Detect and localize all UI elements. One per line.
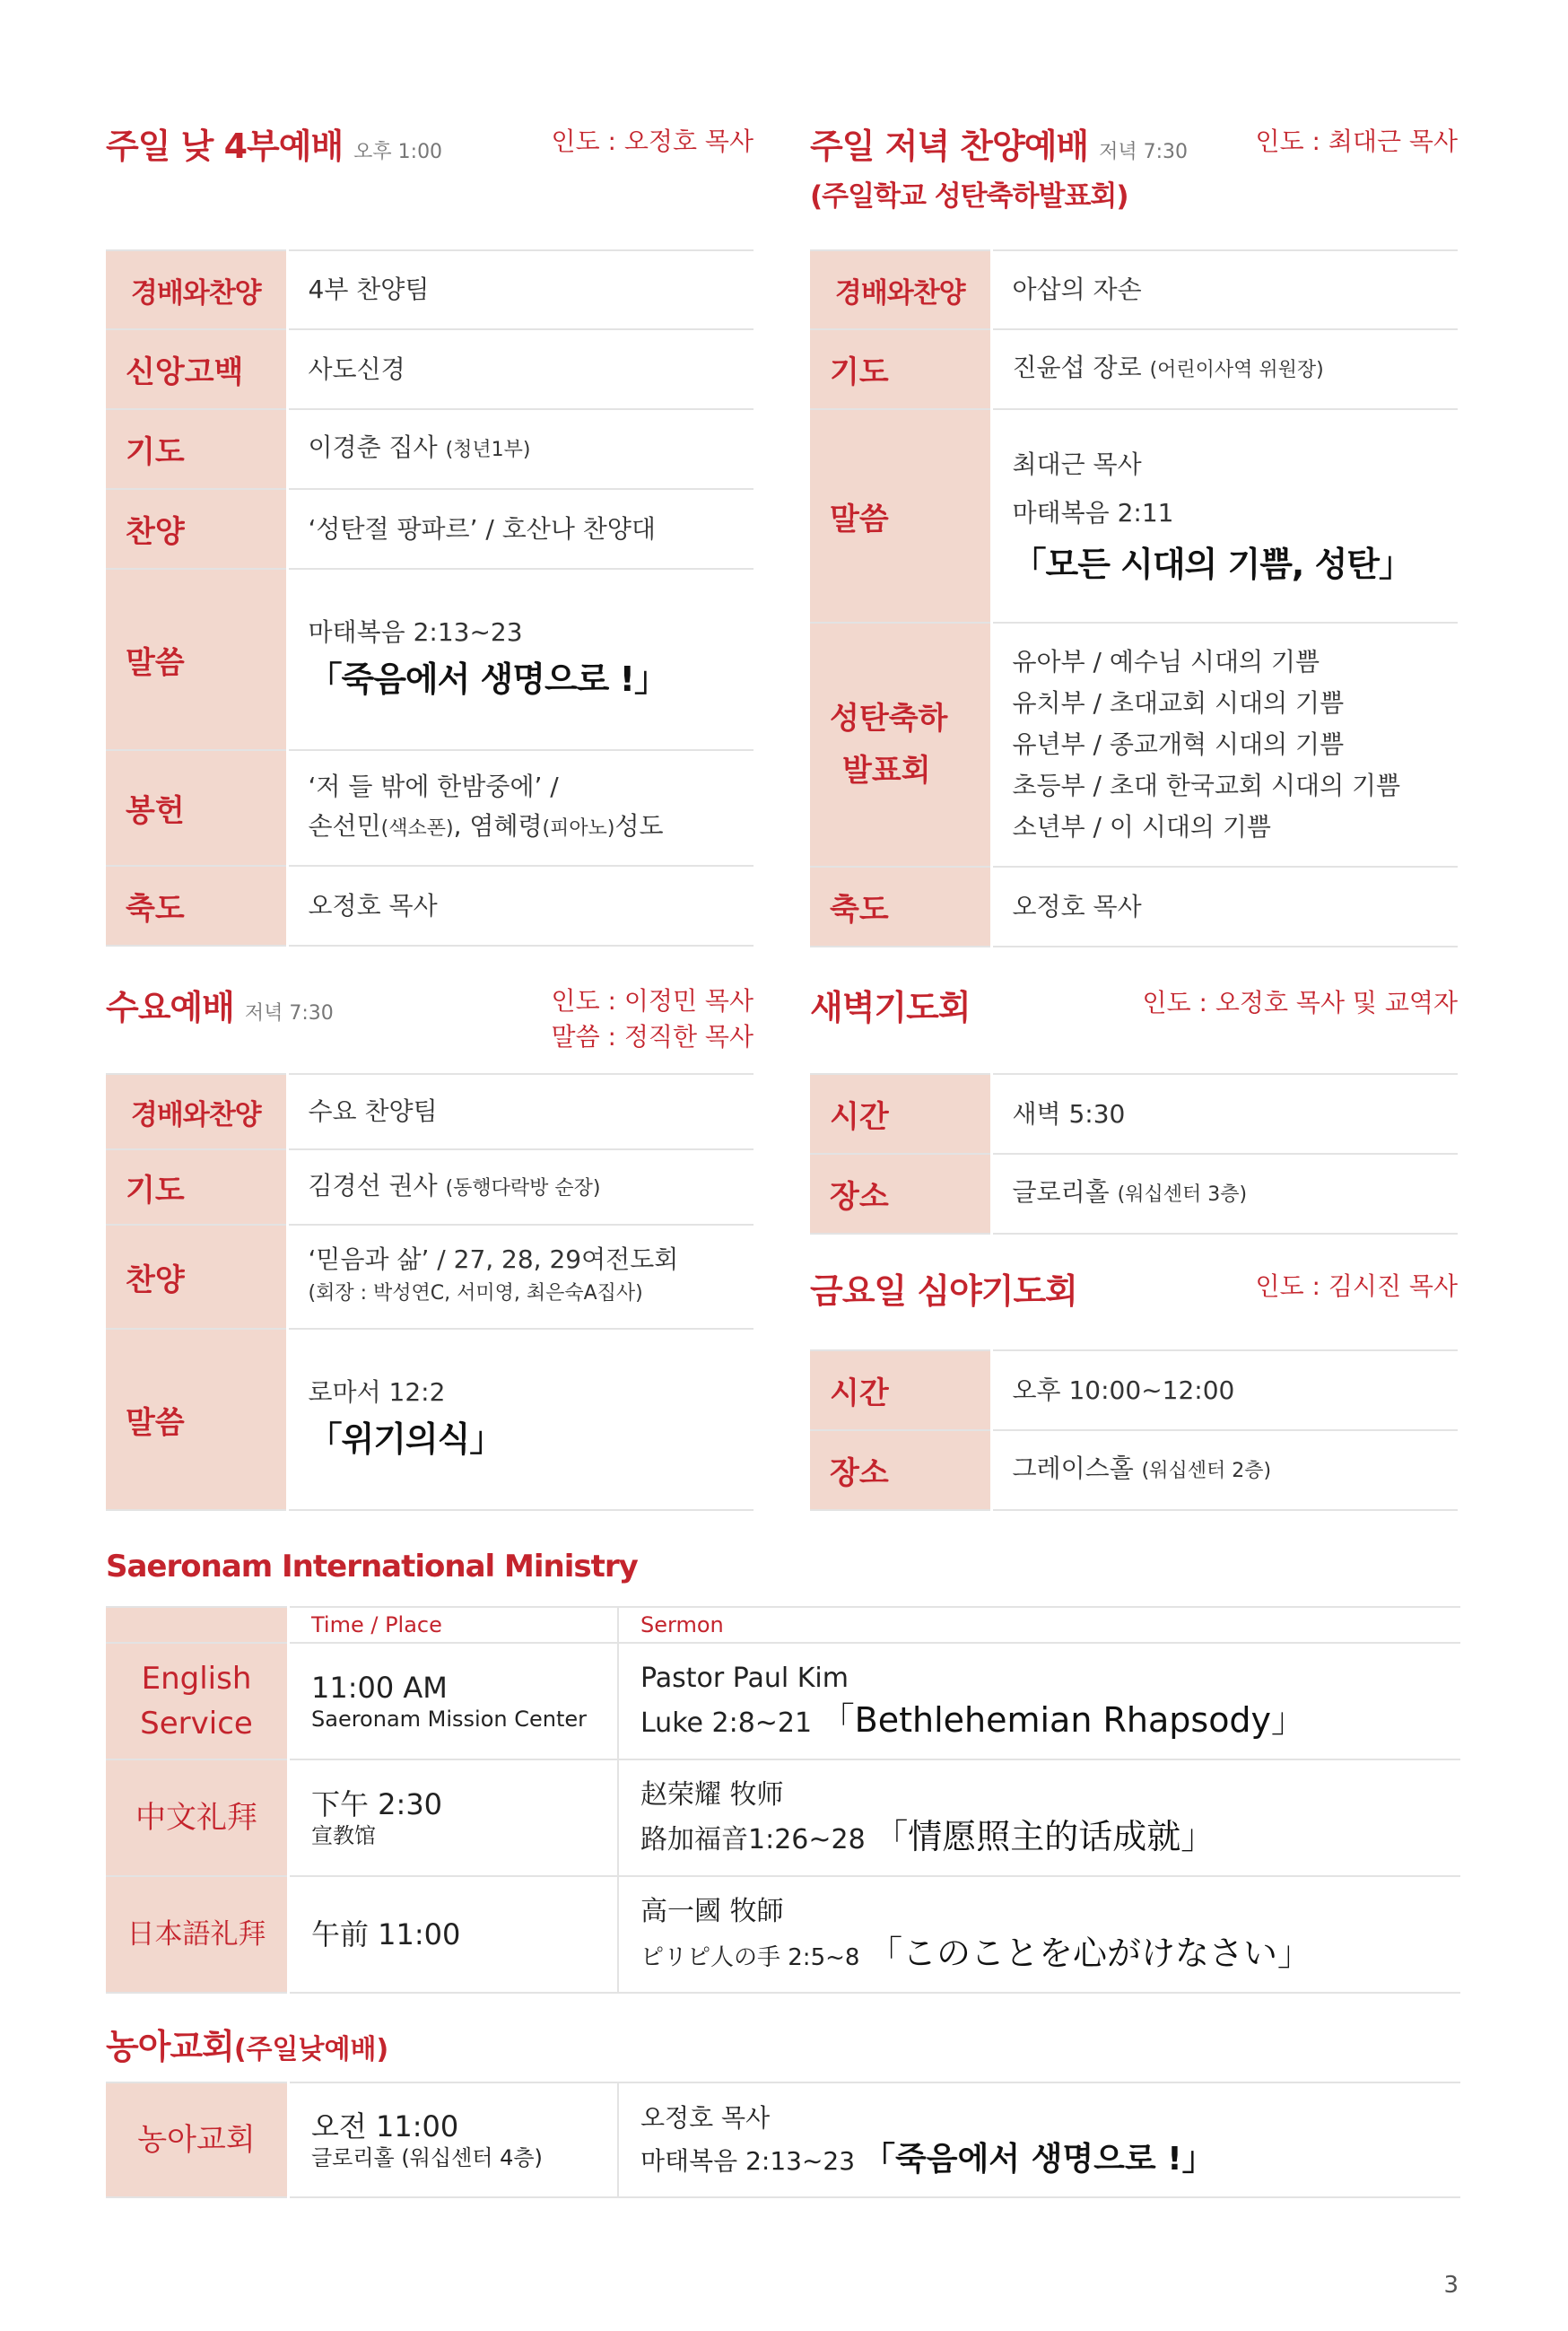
list-item: 유아부 / 예수님 시대의 기쁨 (1012, 647, 1320, 677)
scripture: 마태복음 2:13∼23 (308, 617, 523, 647)
list-item: 초등부 / 초대 한국교회 시대의 기쁨 (1012, 771, 1401, 800)
section-header (106, 980, 754, 1073)
header-sermon: Sermon (618, 1607, 1460, 1643)
list-item: 소년부 / 이 시대의 기쁨 (1012, 812, 1271, 842)
table-row (810, 623, 1458, 867)
table-row (810, 250, 1458, 329)
leader-text: 인도 : 김시진 목사 (1255, 1271, 1458, 1301)
row-label: 기도 (106, 1149, 287, 1225)
schedule-table (106, 249, 754, 947)
row-label: 장소 (810, 1430, 991, 1510)
row-label: 말씀 (106, 569, 287, 750)
row-note: (동행다락방 순장) (445, 1176, 601, 1200)
header-time-place: Time / Place (289, 1607, 619, 1643)
section-subtitle: (주일학교 성탄축하발표회) (810, 180, 1128, 213)
row-value: 수요 찬양팀 (287, 1074, 754, 1149)
row-value: 오후 10:00∼12:00 (991, 1350, 1458, 1430)
deaf-table (106, 2082, 1460, 2198)
row-label: 경배와찬양 (810, 250, 991, 329)
sermon-title: 「情愿照主的话成就」 (874, 1817, 1215, 1856)
table-row (106, 329, 754, 409)
row-value: 오정호 목사 (991, 867, 1458, 947)
row-value: 글로리홀 (워십센터 3층) (991, 1154, 1458, 1234)
scripture: 마태복음 2:11 (1012, 498, 1174, 528)
list-item: 유년부 / 종교개혁 시대의 기쁨 (1012, 729, 1345, 759)
row-value (991, 623, 1458, 867)
preacher: 최대근 목사 (1012, 450, 1142, 479)
row-value (991, 409, 1458, 623)
row-value (287, 1329, 754, 1510)
leader-text: 인도 : 오정호 목사 (551, 127, 754, 156)
row-note: (워십센터 2층) (1141, 1460, 1272, 1482)
table-row (810, 1074, 1458, 1154)
row-label: 찬양 (106, 489, 287, 569)
row-value: ‘믿음과 삶’ / 27, 28, 29여전도회 (회장 : 박성연C, 서미영, 최은숙A집사) (287, 1225, 754, 1329)
service-label: 농아교회 (106, 2082, 289, 2197)
sermon-info: 赵荣耀 牧师 路加福音1:26~28 「情愿照主的话成就」 (618, 1759, 1460, 1876)
row-label: 경배와찬양 (106, 250, 287, 329)
schedule-table (810, 1349, 1458, 1511)
table-row (106, 1329, 754, 1510)
international-table (106, 1606, 1460, 1994)
service-time: 저녁 7:30 (1099, 141, 1189, 163)
leader-text: 인도 : 오정호 목사 및 교역자 (1142, 988, 1458, 1017)
table-row (106, 409, 754, 489)
list-item: 유치부 / 초대교회 시대의 기쁨 (1012, 688, 1345, 718)
service-label: 中文礼拜 (106, 1759, 289, 1876)
row-value: 이경춘 집사 (청년1부) (287, 409, 754, 489)
row-label: 경배와찬양 (106, 1074, 287, 1149)
row-label: 찬양 (106, 1225, 287, 1329)
row-value (287, 750, 754, 866)
sunday-evening-service (810, 118, 1458, 947)
row-value: 진윤섭 장로 (어린이사역 위원장) (991, 329, 1458, 409)
table-row (106, 1074, 754, 1149)
service-label: 日本語礼拜 (106, 1876, 289, 1993)
table-row (106, 750, 754, 866)
time-place: 오전 11:00 글로리홀 (워십센터 4층) (289, 2082, 619, 2197)
section-header (810, 980, 1458, 1073)
section-title-suffix: (주일낮예배) (233, 2034, 389, 2065)
row-label: 축도 (106, 866, 287, 946)
service-label: English Service (106, 1643, 289, 1759)
row-label: 신앙고백 (106, 329, 287, 409)
table-row (810, 1350, 1458, 1430)
section-header (106, 2019, 1460, 2082)
row-label: 시간 (810, 1350, 991, 1430)
section-title: 농아교회 (106, 2027, 234, 2066)
table-row (810, 1154, 1458, 1234)
row-label: 시간 (810, 1074, 991, 1154)
row-label: 말씀 (810, 409, 991, 623)
section-title: 수요예배 저녁 7:30 (106, 988, 334, 1027)
row-value: 그레이스홀 (워십센터 2층) (991, 1430, 1458, 1510)
row-value: 4부 찬양팀 (287, 250, 754, 329)
sermon-title: 「このことを心がけなさい」 (867, 1933, 1311, 1973)
row-label: 성탄축하 발표회 (810, 623, 991, 867)
row-note: (청년1부) (445, 439, 531, 461)
dawn-prayer (810, 980, 1458, 1235)
table-row (106, 569, 754, 750)
offering-performers: 손선민(색소폰), 염혜령(피아노)성도 (308, 811, 664, 841)
time-place: 11:00 AM Saeronam Mission Center (289, 1643, 619, 1759)
sunday-4th-service (106, 118, 754, 947)
section-header (106, 118, 754, 249)
sermon-title: 「Bethlehemian Rhapsody」 (820, 1700, 1306, 1740)
row-value: 아삽의 자손 (991, 250, 1458, 329)
friday-prayer (810, 1263, 1458, 1511)
time-place: 下午 2:30 宣教馆 (289, 1759, 619, 1876)
table-row (106, 1759, 1460, 1876)
row-value: ‘성탄절 팡파르’ / 호산나 찬양대 (287, 489, 754, 569)
sermon-title: 「죽음에서 생명으로 !」 (862, 2141, 1215, 2178)
row-label: 말씀 (106, 1329, 287, 1510)
section-header (810, 118, 1458, 249)
offering-song: ‘저 들 밖에 한밤중에’ / (308, 772, 559, 801)
sermon-info: 高一國 牧師 ピリピ人の手 2:5~8 「このことを心がけなさい」 (618, 1876, 1460, 1993)
deaf-church (106, 2019, 1460, 2198)
row-value (287, 569, 754, 750)
table-row (810, 329, 1458, 409)
sermon-title: 「모든 시대의 기쁨, 성탄」 (1012, 545, 1412, 584)
service-time: 오후 1:00 (353, 141, 443, 163)
table-row (106, 1149, 754, 1225)
row-label: 봉헌 (106, 750, 287, 866)
time-place: 午前 11:00 (289, 1876, 619, 1993)
table-row (106, 2082, 1460, 2197)
row-label: 축도 (810, 867, 991, 947)
table-row (106, 1225, 754, 1329)
row-value: 새벽 5:30 (991, 1074, 1458, 1154)
sermon-info: 오정호 목사 마태복음 2:13∼23 「죽음에서 생명으로 !」 (618, 2082, 1460, 2197)
schedule-table (106, 1073, 754, 1511)
table-row (106, 489, 754, 569)
table-row (106, 1876, 1460, 1993)
header-blank (106, 1607, 289, 1643)
table-row (810, 409, 1458, 623)
row-label: 기도 (106, 409, 287, 489)
table-row (810, 867, 1458, 947)
row-note: (워십센터 3층) (1117, 1183, 1248, 1206)
table-row (106, 866, 754, 946)
section-title: 새벽기도회 (810, 988, 971, 1027)
row-note: (어린이사역 위원장) (1149, 359, 1324, 381)
row-value: 오정호 목사 (287, 866, 754, 946)
section-title: 주일 저녁 찬양예배 저녁 7:30 (810, 127, 1189, 166)
international-ministry (106, 1549, 1460, 1994)
section-title: 금요일 심야기도회 (810, 1271, 1077, 1311)
scripture: 로마서 12:2 (308, 1377, 446, 1407)
schedule-table (810, 249, 1458, 947)
section-title: Saeronam International Ministry (106, 1549, 638, 1585)
wednesday-service (106, 980, 754, 1511)
row-note: (회장 : 박성연C, 서미영, 최은숙A집사) (308, 1282, 643, 1305)
row-value: 사도신경 (287, 329, 754, 409)
section-header (810, 1263, 1458, 1349)
service-time: 저녁 7:30 (244, 1002, 334, 1025)
row-label: 기도 (810, 329, 991, 409)
leader-text: 인도 : 최대근 목사 (1255, 127, 1458, 156)
table-row (106, 1643, 1460, 1759)
row-value: 김경선 권사 (동행다락방 순장) (287, 1149, 754, 1225)
sermon-title: 「위기의식」 (308, 1419, 503, 1459)
table-header (106, 1607, 1460, 1643)
sermon-info: Pastor Paul Kim Luke 2:8~21 「Bethlehemian Rhapsody」 (618, 1643, 1460, 1759)
schedule-table (810, 1073, 1458, 1235)
page-number: 3 (1443, 2272, 1459, 2299)
section-title: 주일 낮 4부예배 오후 1:00 (106, 127, 443, 166)
table-row (810, 1430, 1458, 1510)
row-label: 장소 (810, 1154, 991, 1234)
sermon-title: 「죽음에서 생명으로 !」 (308, 659, 667, 699)
leader-text: 인도 : 이정민 목사 말씀 : 정직한 목사 (551, 986, 754, 1052)
table-row (106, 250, 754, 329)
